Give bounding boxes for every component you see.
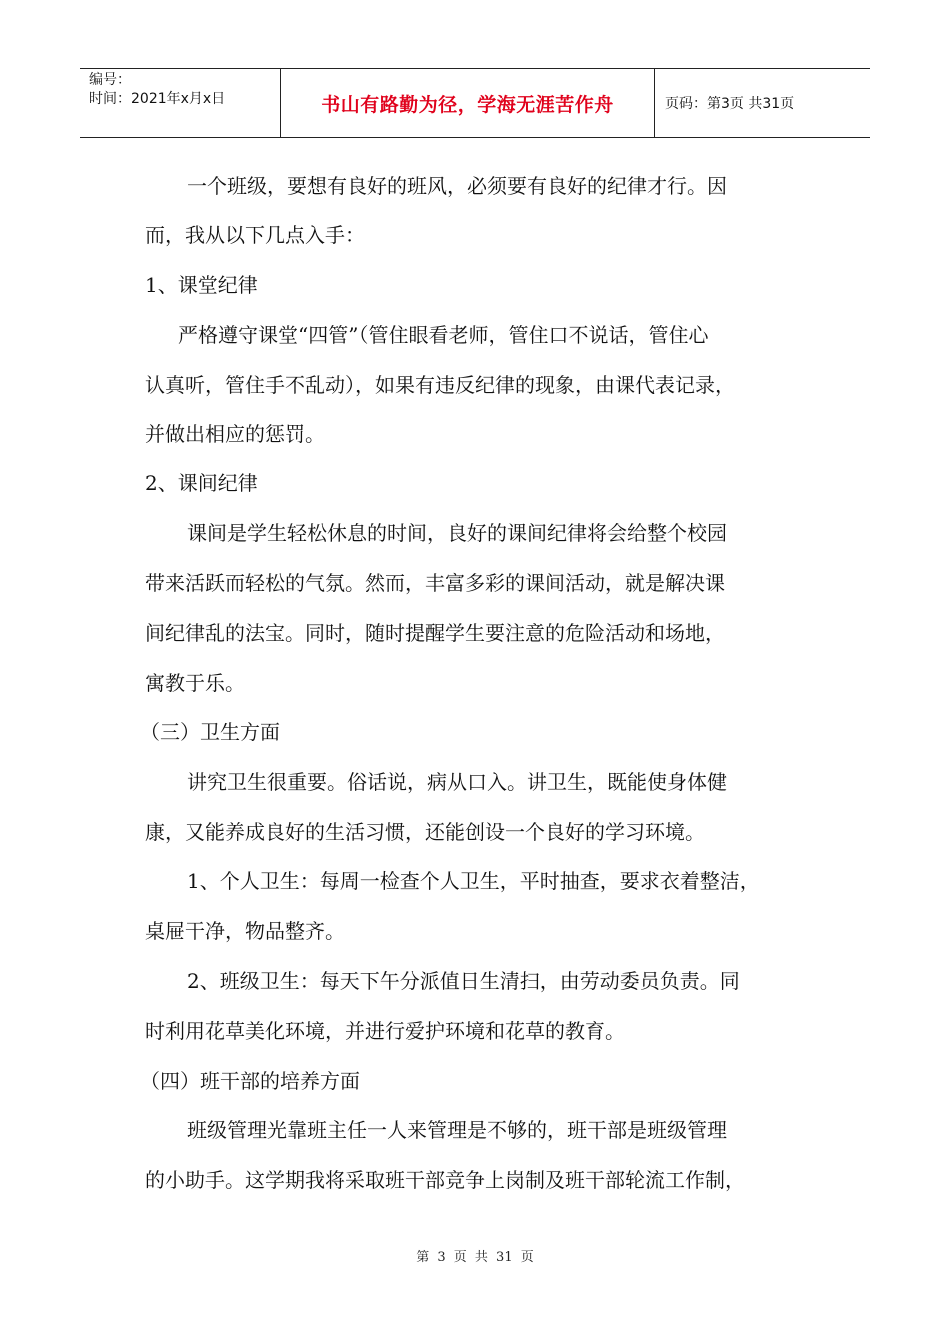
section-heading: 2、课间纪律 (145, 471, 258, 495)
paragraph-line: 1、个人卫生：每周一检查个人卫生，平时抽查，要求衣着整洁， (187, 869, 760, 893)
paragraph-line: 严格遵守课堂“四管”（管住眼看老师，管住口不说话，管住心 (178, 323, 709, 347)
header-meta (80, 69, 281, 137)
paragraph-line: 时利用花草美化环境，并进行爱护环境和花草的教育。 (145, 1019, 625, 1043)
section-heading: 1、课堂纪律 (145, 273, 258, 297)
paragraph-line: 讲究卫生很重要。俗话说，病从口入。讲卫生，既能使身体健 (187, 770, 727, 794)
paragraph-line: 带来活跃而轻松的气氛。然而，丰富多彩的课间活动，就是解决课 (145, 571, 725, 595)
paragraph-line: 2、班级卫生：每天下午分派值日生清扫，由劳动委员负责。同 (187, 969, 740, 993)
paragraph-line: 寓教于乐。 (145, 671, 245, 695)
header-page-number: 页码：第3页 共31页 (665, 96, 795, 112)
paragraph-line: 桌屉干净，物品整齐。 (145, 919, 345, 943)
document-header (80, 68, 870, 138)
paragraph-line: 一个班级，要想有良好的班风，必须要有良好的纪律才行。因 (187, 174, 727, 198)
paragraph-line: 课间是学生轻松休息的时间，良好的课间纪律将会给整个校园 (187, 521, 727, 545)
paragraph-line: 认真听，管住手不乱动），如果有违反纪律的现象，由课代表记录， (145, 373, 735, 397)
paragraph-line: 间纪律乱的法宝。同时，随时提醒学生要注意的危险活动和场地， (145, 621, 725, 645)
paragraph-line: 并做出相应的惩罚。 (145, 422, 325, 446)
page-footer: 第 3 页 共 31 页 (416, 1250, 534, 1265)
number-label: 编号： (89, 72, 131, 88)
section-heading: （三）卫生方面 (140, 720, 280, 744)
time-label: 时间：2021年x月x日 (89, 91, 226, 107)
header-motto: 书山有路勤为径，学海无涯苦作舟 (281, 69, 655, 137)
paragraph-line: 的小助手。这学期我将采取班干部竞争上岗制及班干部轮流工作制， (145, 1168, 745, 1192)
paragraph-line: 班级管理光靠班主任一人来管理是不够的，班干部是班级管理 (187, 1118, 727, 1142)
paragraph-line: 而，我从以下几点入手： (145, 223, 365, 247)
paragraph-line: 康，又能养成良好的生活习惯，还能创设一个良好的学习环境。 (145, 820, 705, 844)
section-heading: （四）班干部的培养方面 (140, 1069, 360, 1093)
